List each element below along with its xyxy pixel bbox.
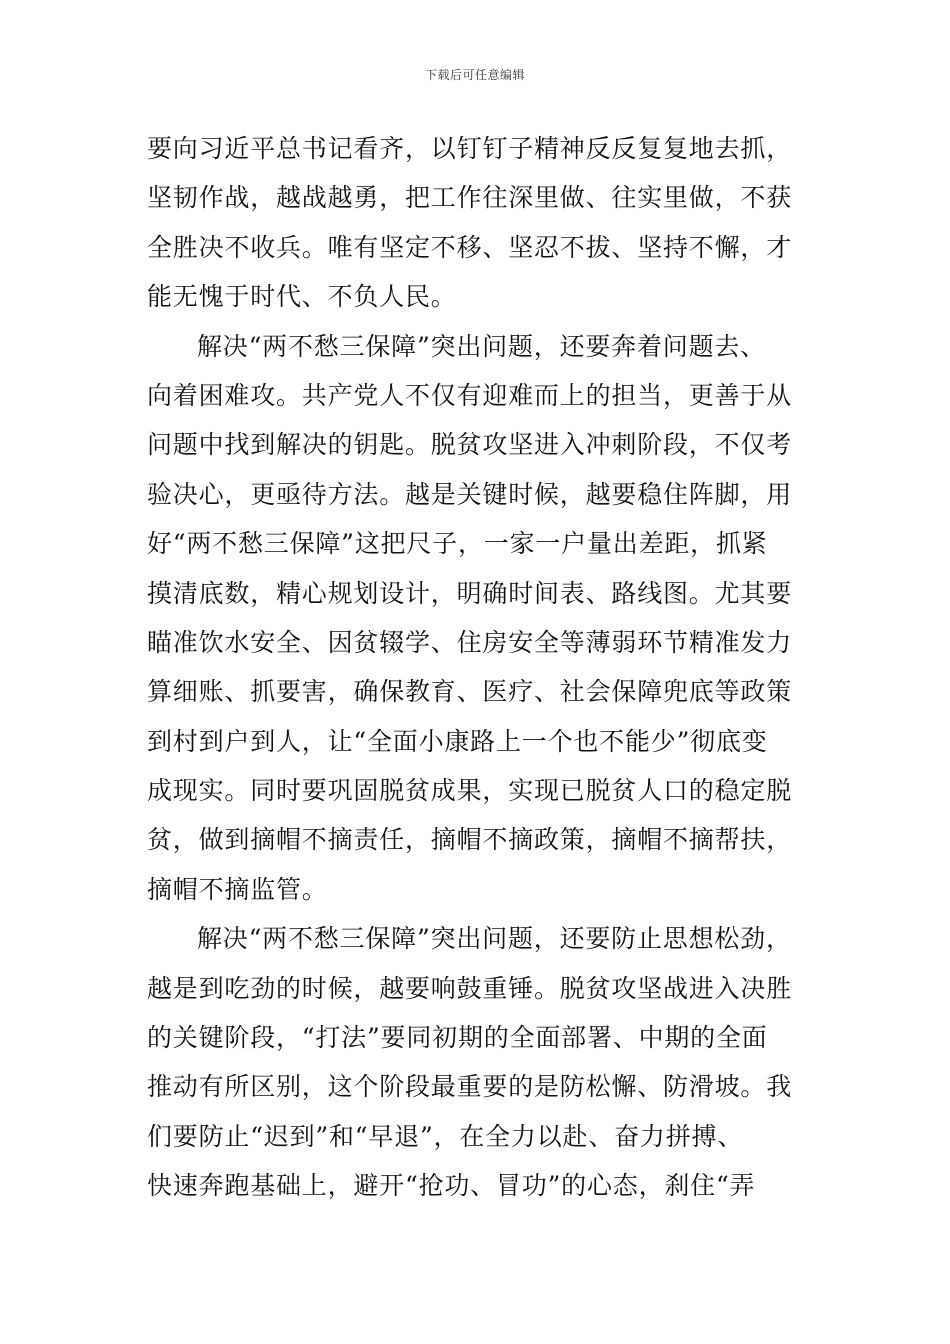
text-line: 成现实。同时要巩固脱贫成果，实现已脱贫人口的稳定脱: [147, 776, 793, 806]
text-line: 快速奔跑基础上，避开“抢功、冒功”的心态，刹住“弄: [147, 1171, 756, 1201]
paragraph: [147, 914, 807, 1210]
page-header: 下载后可任意编辑: [424, 68, 525, 82]
text-line: 越是到吃劲的时候，越要响鼓重锤。脱贫攻坚战进入决胜: [147, 973, 793, 1003]
text-line: 到村到户到人，让“全面小康路上一个也不能少”彻底变: [147, 726, 768, 756]
text-line: 向着困难攻。共产党人不仅有迎难而上的担当，更善于从: [147, 380, 793, 410]
text-line: 坚韧作战，越战越勇，把工作往深里做、往实里做，不获: [147, 183, 793, 213]
text-line: 摸清底数，精心规划设计，明确时间表、路线图。尤其要: [147, 578, 793, 608]
text-line: 能无愧于时代、不负人民。: [147, 282, 457, 312]
text-line: 摘帽不摘监管。: [147, 874, 328, 904]
text-line: 好“两不愁三保障”这把尺子，一家一户量出差距，抓紧: [147, 529, 768, 559]
text-line: 验决心，更亟待方法。越是关键时候，越要稳住阵脚，用: [147, 479, 793, 509]
paragraph: [147, 322, 807, 915]
text-line: 问题中找到解决的钥匙。脱贫攻坚进入冲刺阶段，不仅考: [147, 430, 793, 460]
text-line: 要向习近平总书记看齐，以钉钉子精神反反复复地去抓，: [147, 134, 793, 163]
text-line: 贫，做到摘帽不摘责任，摘帽不摘政策，摘帽不摘帮扶，: [147, 825, 793, 855]
paragraph: [147, 124, 807, 322]
text-line: 瞄准饮水安全、因贫辍学、住房安全等薄弱环节精准发力: [147, 627, 793, 657]
text-line: 全胜决不收兵。唯有坚定不移、坚忍不拔、坚持不懈，才: [147, 232, 793, 262]
text-line: 们要防止“迟到”和“早退”，在全力以赴、奋力拼搏、: [147, 1121, 744, 1151]
text-line: 算细账、抓要害，确保教育、医疗、社会保障兜底等政策: [147, 677, 793, 707]
text-line: 解决“两不愁三保障”突出问题，还要奔着问题去、: [197, 331, 766, 361]
text-line: 解决“两不愁三保障”突出问题，还要防止思想松劲，: [197, 924, 792, 954]
text-line: 的关键阶段，“打法”要同初期的全面部署、中期的全面: [147, 1023, 768, 1053]
text-line: 推动有所区别，这个阶段最重要的是防松懈、防滑坡。我: [147, 1072, 793, 1102]
document-body: [147, 124, 807, 1211]
